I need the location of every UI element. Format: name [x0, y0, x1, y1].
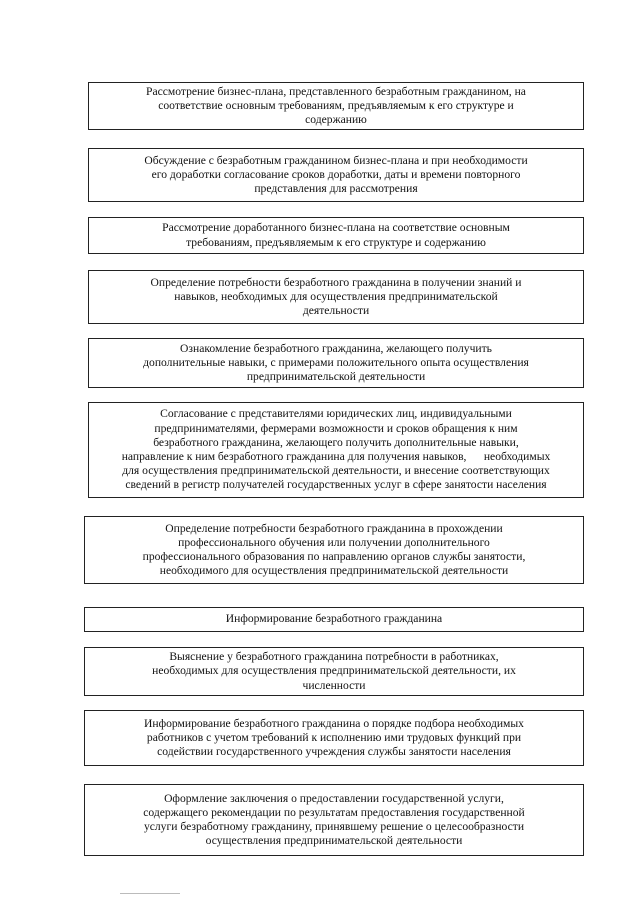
step-inform-citizen — [84, 607, 584, 632]
step-text-line: содействии государственного учреждения службы занятости населения — [157, 745, 511, 759]
step-text-line: дополнительные навыки, с примерами положительного опыта осуществления — [143, 355, 529, 369]
step-text-line: Определение потребности безработного гражданина в прохождении — [165, 521, 503, 535]
step-text-line: его доработки согласование сроков доработки, даты и времени повторного — [151, 167, 521, 181]
step-text-line: соответствие основным требованиям, предъявляемым к его структуре и — [158, 98, 514, 112]
step-text-line: сведений в регистр получателей государственных услуг в сфере занятости населения — [125, 478, 547, 492]
step-text-line: навыков, необходимых для осуществления предпринимательской — [174, 289, 498, 303]
step-text-line: Рассмотрение доработанного бизнес-плана на соответствие основным — [162, 221, 510, 235]
step-text-line: профессионального образования по направлению органов службы занятости, — [142, 550, 526, 563]
step-text-line: Определение потребности безработного гражданина в получении знаний и — [150, 275, 522, 289]
step-determine-training-needs — [84, 516, 584, 584]
step-text-line: численности — [302, 678, 366, 692]
step-text-line: необходимых для осуществления предпринимательской деятельности, их — [152, 664, 516, 678]
step-text-line: Обсуждение с безработным гражданином бизнес-плана и при необходимости — [144, 153, 528, 167]
scan-artifact-divider — [120, 893, 180, 894]
step-text-line: требованиям, предъявляемым к его структуре и содержанию — [186, 235, 486, 249]
step-text-line: содержащего рекомендации по результатам предоставления государственной — [143, 805, 525, 819]
step-text-line: представления для рассмотрения — [254, 182, 418, 196]
step-review-business-plan — [88, 82, 584, 130]
step-text-line: Информирование безработного гражданина — [225, 612, 443, 626]
step-issue-conclusion — [84, 784, 584, 856]
step-text-line: Оформление заключения о предоставлении государственной услуги, — [164, 791, 504, 805]
step-text-line: Согласование с представителями юридических лиц, индивидуальными — [160, 407, 512, 421]
step-text-line: профессионального обучения или получении дополнительного — [178, 535, 490, 549]
step-review-revised-plan — [88, 217, 584, 254]
step-text-line: Рассмотрение бизнес-плана, представленного безработным гражданином, на — [146, 84, 526, 98]
step-text-line: деятельности — [302, 304, 370, 318]
step-text-line: безработного гражданина, желающего получить дополнительные навыки, — [153, 435, 519, 449]
step-text-line: направление к ним безработного гражданина для получения навыков, необходимых — [121, 450, 551, 463]
step-familiarize-with-examples — [88, 338, 584, 388]
step-text-line: предпринимательской деятельности — [246, 370, 426, 384]
step-text-line: необходимого для осуществления предпринимательской деятельности — [159, 564, 509, 578]
step-determine-knowledge-needs — [88, 270, 584, 324]
step-text-line: осуществления предпринимательской деятельности — [205, 834, 463, 848]
step-text-line: Выяснение у безработного гражданина потребности в работниках, — [169, 650, 499, 664]
step-text-line: содержанию — [305, 113, 367, 127]
step-text-line: для осуществления предпринимательской деятельности, и внесение соответствующих — [122, 464, 550, 478]
step-clarify-worker-needs — [84, 647, 584, 696]
step-text-line: услуги безработному гражданину, принявшему решение о целесообразности — [143, 820, 525, 833]
step-text-line: предпринимателями, фермерами возможности и сроков обращения к ним — [154, 421, 518, 435]
step-coordinate-with-employers — [88, 402, 584, 498]
step-text-line: Информирование безработного гражданина о порядке подбора необходимых — [144, 716, 524, 730]
step-text-line: работников с учетом требований к исполнению ими трудовых функций при — [146, 730, 522, 744]
step-discuss-business-plan — [88, 148, 584, 202]
step-inform-worker-selection — [84, 710, 584, 766]
step-text-line: Ознакомление безработного гражданина, желающего получить — [180, 341, 492, 355]
